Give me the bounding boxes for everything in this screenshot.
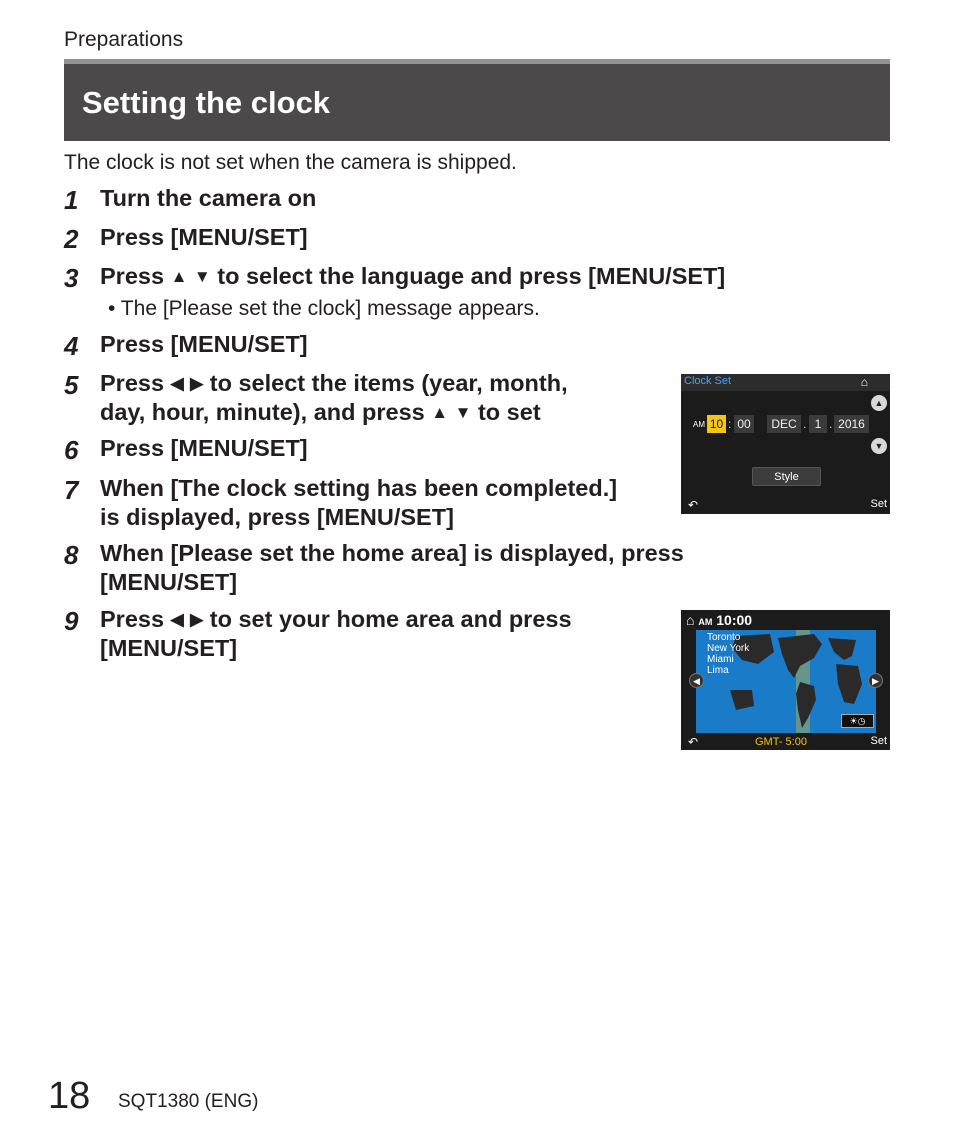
left-button-icon: ◀ [689, 673, 704, 688]
step-line [100, 369, 568, 398]
right-button-icon: ▶ [868, 673, 883, 688]
date-separator: . [803, 417, 807, 431]
gmt-offset: GMT- 5:00 [755, 736, 807, 748]
back-icon: ↶ [688, 498, 699, 512]
home-icon: ⌂ [860, 375, 868, 389]
set-label: Set [870, 498, 887, 510]
minute-field: 00 [734, 415, 754, 433]
right-arrow-icon: ▶ [190, 374, 204, 393]
step-line: When [The clock setting has been completed.] [100, 475, 618, 501]
step-number: 7 [64, 475, 79, 505]
step-line [100, 605, 572, 634]
section-label: Preparations [64, 28, 184, 51]
home-icon: ⌂ [686, 612, 695, 628]
step-line [100, 398, 568, 427]
step-text-part: to set [477, 399, 541, 425]
step-text [100, 539, 684, 597]
screen-title: Clock Set [684, 375, 732, 387]
home-area-screen [681, 610, 890, 750]
time-readout: 10:00 [716, 612, 753, 628]
down-arrow-icon: ▼ [193, 267, 211, 286]
up-arrow-icon: ▲ [431, 403, 449, 422]
city-label: Toronto [707, 632, 741, 643]
step-number: 3 [64, 263, 79, 293]
city-label: Miami [707, 654, 734, 665]
set-label: Set [870, 735, 887, 747]
left-arrow-icon: ◀ [170, 610, 184, 629]
europe-shape [828, 638, 856, 660]
step-text-part: to set your home area and press [209, 606, 572, 632]
down-button-icon: ▼ [871, 438, 887, 454]
step-note: • The [Please set the clock] message appears. [108, 297, 540, 320]
step-text-part: Press [100, 370, 165, 396]
step-text: Press [MENU/SET] [100, 224, 308, 250]
up-arrow-icon: ▲ [170, 267, 188, 286]
step-number: 4 [64, 331, 79, 361]
city-label: Lima [707, 665, 729, 676]
step-text [100, 369, 568, 427]
time-separator: : [728, 417, 732, 431]
step-number: 5 [64, 370, 79, 400]
day-field: 1 [809, 415, 827, 433]
australia-shape [730, 690, 754, 710]
step-text: Press [MENU/SET] [100, 435, 308, 461]
step-text-part: to select the language and press [MENU/SET] [217, 263, 726, 289]
step-line: is displayed, press [MENU/SET] [100, 504, 454, 530]
step-number: 1 [64, 185, 79, 215]
intro-text: The clock is not set when the camera is shipped. [64, 151, 517, 174]
clock-set-screen [681, 374, 890, 514]
africa-shape [836, 664, 862, 704]
step-text-part: Press [100, 606, 165, 632]
step-number: 6 [64, 435, 79, 465]
month-field: DEC [767, 415, 801, 433]
year-field: 2016 [834, 415, 869, 433]
step-line: [MENU/SET] [100, 635, 238, 661]
step-text-part: to select the items (year, month, [209, 370, 568, 396]
hour-field: 10 [707, 415, 726, 433]
down-arrow-icon: ▼ [454, 403, 472, 422]
daylight-saving-icon: ☀◷ [841, 714, 874, 728]
step-text [100, 605, 572, 663]
step-number: 9 [64, 606, 79, 636]
am-label: AM [698, 617, 713, 627]
step-number: 8 [64, 540, 79, 570]
left-arrow-icon: ◀ [170, 374, 184, 393]
step-text [100, 474, 617, 532]
document-code: SQT1380 (ENG) [118, 1091, 259, 1112]
screen-header [686, 612, 752, 628]
style-button: Style [752, 467, 821, 486]
step-text: Turn the camera on [100, 185, 317, 211]
date-separator: . [829, 417, 833, 431]
title-bar [64, 59, 890, 141]
back-icon: ↶ [688, 735, 699, 749]
city-label: New York [707, 643, 750, 654]
step-line: When [Please set the home area] is displayed, press [100, 540, 684, 566]
step-text [100, 262, 725, 291]
step-number: 2 [64, 224, 79, 254]
page-number: 18 [48, 1075, 91, 1117]
step-line: [MENU/SET] [100, 569, 238, 595]
step-text-part: day, hour, minute), and press [100, 399, 425, 425]
am-label: AM [693, 420, 705, 429]
step-text-part: Press [100, 263, 165, 289]
page-title: Setting the clock [82, 85, 331, 120]
up-button-icon: ▲ [871, 395, 887, 411]
step-text: Press [MENU/SET] [100, 331, 308, 357]
right-arrow-icon: ▶ [190, 610, 204, 629]
